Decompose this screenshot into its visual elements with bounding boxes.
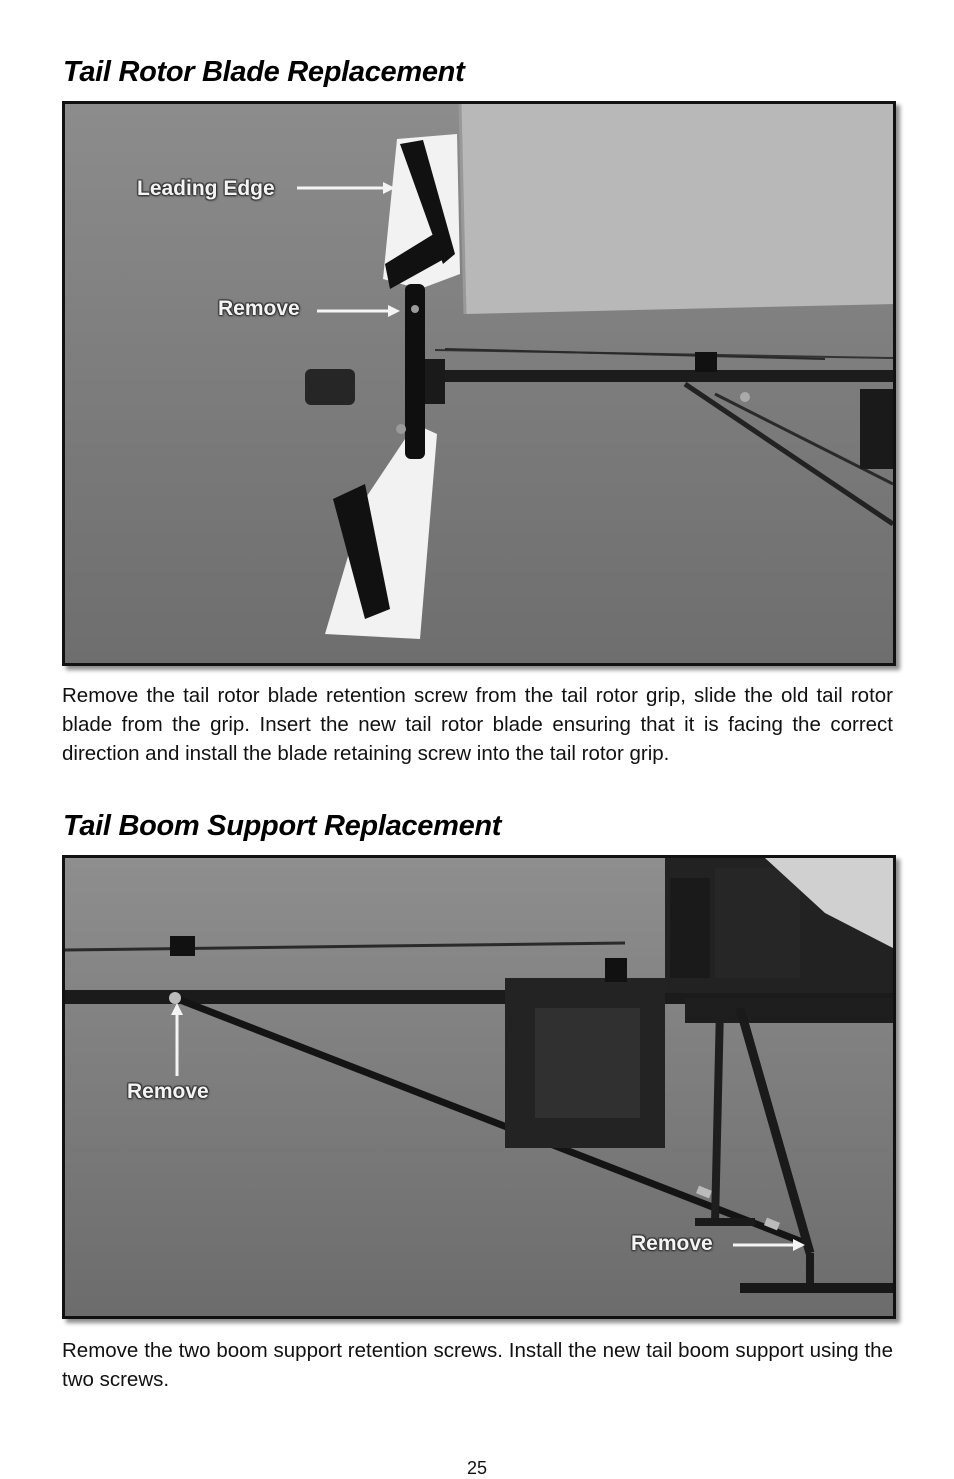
tail-rotor-instructions: Remove the tail rotor blade retention screw from the tail rotor grip, slide the old tail rotor blade from the grip. Insert the new tail rotor blade ensuring that it is facing the correct direction and install the blade retaining screw into the tail rotor grip. [62, 684, 893, 765]
remove-screw-label: Remove [218, 297, 300, 320]
section-heading-tail-rotor-blade: Tail Rotor Blade Replacement [63, 56, 465, 88]
tail-boom-instructions: Remove the two boom support retention screws. Install the new tail boom support using the two screws. [62, 1339, 893, 1391]
leading-edge-label: Leading Edge [137, 177, 275, 200]
remove-left-screw-label: Remove [127, 1080, 209, 1103]
page-number: 25 [466, 1458, 488, 1478]
tail-boom-support-photo [62, 855, 896, 1319]
tail-rotor-photo [62, 101, 896, 666]
section-heading-tail-boom-support: Tail Boom Support Replacement [63, 810, 502, 842]
remove-right-screw-label: Remove [631, 1232, 713, 1255]
